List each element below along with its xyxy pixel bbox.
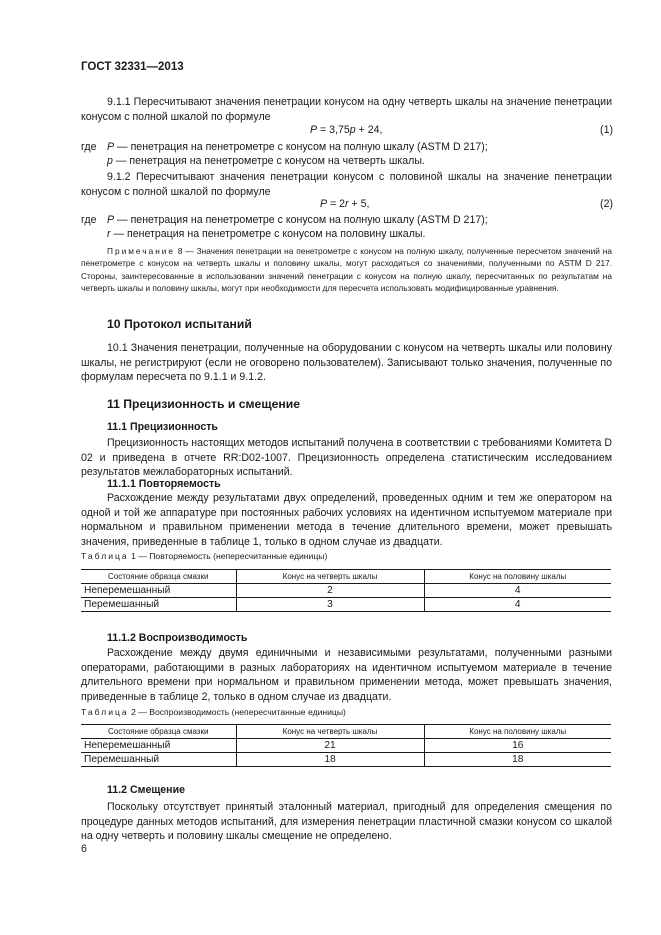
- where-row: где P — пенетрация на пенетрометре с конусом на полную шкалу (ASTM D 217);: [81, 141, 488, 153]
- subsection-11-1-heading: 11.1 Прецизионность: [107, 421, 218, 433]
- table-row: [81, 584, 611, 598]
- table-cell: Перемешанный: [81, 753, 236, 767]
- formula-1-number: (1): [600, 124, 613, 136]
- subsection-11-2-heading: 11.2 Смещение: [107, 784, 185, 796]
- paragraph-9-1-2: 9.1.2 Пересчитывают значения пенетрации конусом с половиной шкалы на значение пенетрации конусом с полной шкалой по формуле: [81, 171, 612, 198]
- table-row: [81, 739, 611, 753]
- table-cell: 2: [236, 584, 424, 598]
- page-number: 6: [81, 843, 87, 855]
- paragraph-11-1-2: Расхождение между двумя единичными и независимыми результатами, полученными разными операторами, работающими в разных лабораториях на идентичном испытуемом материале в течение длительного времени при нормальном и правильном применении метода, может превышать значения, приведенные в таблице 2, только в одном случае из двадцати.: [81, 647, 612, 704]
- table-header: Конус на половину шкалы: [424, 725, 611, 739]
- paragraph-11-1-1: Расхождение между результатами двух определений, проведенных одним и тем же оператором на одной и той же аппаратуре при постоянных рабочих условиях на идентичном испытуемом материале при нормальном и правильном применении метода в течение длительного времени, может превышать значения, приведенные в таблице 1, только в одном случае из двадцати.: [81, 492, 612, 549]
- table-cell: 18: [424, 753, 611, 767]
- where-row: p — пенетрация на пенетрометре с конусом на четверть шкалы.: [107, 155, 425, 167]
- table-header: Состояние образца смазки: [81, 725, 236, 739]
- section-10-heading: 10 Протокол испытаний: [107, 317, 252, 331]
- where-row: r — пенетрация на пенетрометре с конусом на половину шкалы.: [107, 228, 426, 240]
- paragraph-10-1: 10.1 Значения пенетрации, полученные на оборудовании с конусом на четверть шкалы или половину шкалы, не регистрируют (если не оговорено пользователем). Записывают только значения, полученные по формулам пересчета по 9.1.1 и 9.1.2.: [81, 342, 612, 384]
- paragraph-11-1: Прецизионность настоящих методов испытаний получена в соответствии с требованиями Комитета D 02 и приведена в отчете RR:D02-1007. Прецизионность определена статистическим исследованием результатов межлабораторных испытаний.: [81, 437, 612, 479]
- table-header: Конус на половину шкалы: [424, 570, 611, 584]
- table-header: Конус на четверть шкалы: [236, 570, 424, 584]
- table-header: Состояние образца смазки: [81, 570, 236, 584]
- table-2-caption: Таблица 2 — Воспроизводимость (непересчитанные единицы): [81, 707, 346, 717]
- table-1: [81, 569, 611, 612]
- table-cell: Неперемешанный: [81, 584, 236, 598]
- table-row: [81, 598, 611, 612]
- table-cell: Перемешанный: [81, 598, 236, 612]
- table-cell: 16: [424, 739, 611, 753]
- table-cell: 4: [424, 584, 611, 598]
- section-11-heading: 11 Прецизионность и смещение: [107, 397, 301, 411]
- document-header: ГОСТ 32331—2013: [81, 61, 184, 73]
- table-cell: 4: [424, 598, 611, 612]
- where-row: где P — пенетрация на пенетрометре с конусом на полную шкалу (ASTM D 217);: [81, 214, 488, 226]
- paragraph-11-2: Поскольку отсутствует принятый эталонный материал, пригодный для определения смещения по процедуре данных методов испытаний, для измерения пенетрации пластичной смазки конусом со шкалой на одну четверть и половину шкалы смещение не определено.: [81, 801, 612, 843]
- table-cell: 3: [236, 598, 424, 612]
- table-1-caption: Таблица 1 — Повторяемость (непересчитанные единицы): [81, 551, 328, 561]
- formula-2-number: (2): [600, 198, 613, 210]
- subsection-11-1-1-heading: 11.1.1 Повторяемость: [107, 478, 221, 490]
- table-cell: Неперемешанный: [81, 739, 236, 753]
- paragraph-9-1-1: 9.1.1 Пересчитывают значения пенетрации конусом на одну четверть шкалы на значение пенетрации конусом с полной шкалой по формуле: [81, 96, 612, 123]
- subsection-11-1-2-heading: 11.1.2 Воспроизводимость: [107, 632, 248, 644]
- formula-2: P = 2r + 5,: [320, 198, 370, 210]
- table-2: [81, 724, 611, 767]
- table-header: Конус на четверть шкалы: [236, 725, 424, 739]
- table-cell: 21: [236, 739, 424, 753]
- table-row: [81, 753, 611, 767]
- formula-1: P = 3,75p + 24,: [310, 124, 383, 136]
- table-cell: 18: [236, 753, 424, 767]
- note-8: Примечание 8 — Значения пенетрации на пенетрометре с конусом на полную шкалу, полученные пересчетом значений на пенетрометре с конусом на четверть шкалы и половину шкалы, могут расходиться со значениями, полученными по ASTM D 217. Стороны, заинтересованные в использовании значений пенетрации с конусом на полную шкалу, пересчитанных по результатам на четверть шкалы и половину шкалы, могут при необходимости для пересчета использовать модифицированные уравнения.: [81, 246, 612, 293]
